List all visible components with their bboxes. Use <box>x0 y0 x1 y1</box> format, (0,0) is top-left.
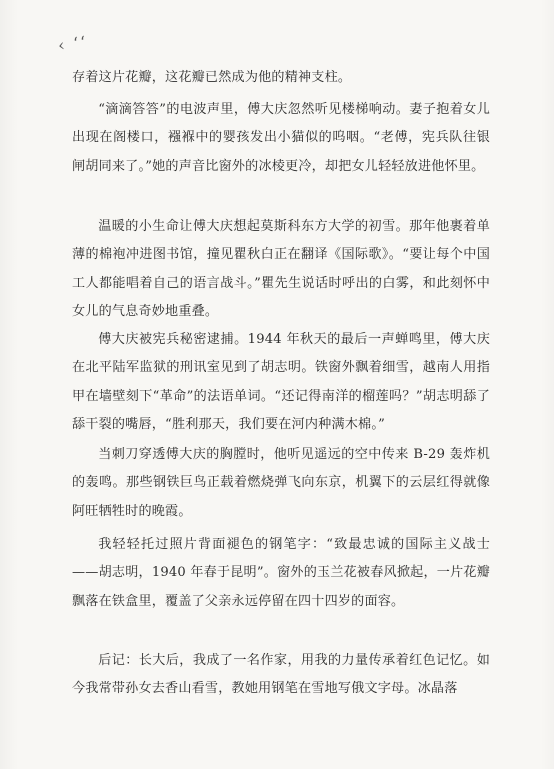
paragraph-1: “滴滴答答”的电波声里，傅大庆忽然听见楼梯响动。妻子抱着女儿出现在阁楼口，襁褓中的婴孩发出小猫似的呜咽。“老傅，宪兵队往银闸胡同来了。”她的声音比窗外的冰棱更冷，却把女儿轻轻放进他怀里。 <box>72 102 490 174</box>
paragraph-2: 温暖的小生命让傅大庆想起莫斯科东方大学的初雪。那年他裹着单薄的棉袍冲进图书馆，撞见瞿秋白正在翻译《国际歌》。“要让每个中国工人都能唱着自己的语言战斗。”瞿先生说话时呼出的白雾，和此刻怀中女儿的气息奇妙地重叠。 <box>72 219 490 319</box>
handwritten-marks: ‹ ʻʻ <box>56 32 89 55</box>
paragraph-5: 我轻轻托过照片背面褪色的钢笔字：“致最忠诚的国际主义战士——胡志明，1940 年春于昆明”。窗外的玉兰花被春风掀起，一片花瓣飘落在铁盒里，覆盖了父亲永远停留在四十四岁的面容。 <box>72 537 490 609</box>
paragraph-continued: 存着这片花瓣，这花瓣已然成为他的精神支柱。 <box>72 70 352 85</box>
paragraph-6-postscript: 后记：长大后，我成了一名作家，用我的力量传承着红色记忆。如今我常带孙女去香山看雪，教她用钢笔在雪地写俄文字母。冰晶落 <box>72 653 490 697</box>
paragraph-3: 傅大庆被宪兵秘密逮捕。1944 年秋天的最后一声蝉鸣里，傅大庆在北平陆军监狱的刑讯室见到了胡志明。铁窗外飘着细雪，越南人用指甲在墙壁刻下“革命”的法语单词。“还记得南洋的榴莲吗？”胡志明舔了舔干裂的嘴唇，“胜利那天，我们要在河内种满木棉。” <box>72 332 490 432</box>
paragraph-4: 当刺刀穿透傅大庆的胸膛时，他听见遥远的空中传来 B-29 轰炸机的轰鸣。那些钢铁巨鸟正载着燃烧弹飞向东京，机翼下的云层红得就像阿旺牺牲时的晚霞。 <box>72 447 490 519</box>
